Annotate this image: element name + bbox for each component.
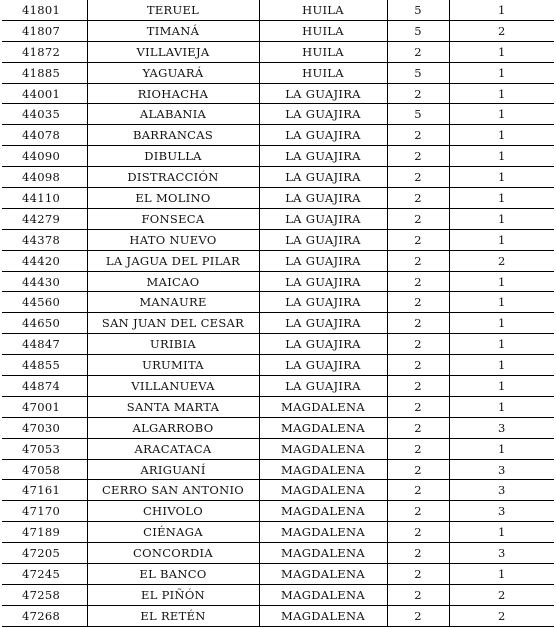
table-row xyxy=(2,438,554,459)
department-cell: LA GUAJIRA xyxy=(259,167,387,188)
department-cell: LA GUAJIRA xyxy=(259,376,387,397)
code-cell: 47170 xyxy=(2,501,87,522)
code-cell: 44035 xyxy=(2,104,87,125)
category-b-cell: 2 xyxy=(449,605,554,626)
municipality-cell: TERUEL xyxy=(87,0,259,20)
category-b-cell: 2 xyxy=(449,20,554,41)
table-row xyxy=(2,355,554,376)
category-b-cell: 1 xyxy=(449,438,554,459)
municipality-cell: SAN JUAN DEL CESAR xyxy=(87,313,259,334)
department-cell: MAGDALENA xyxy=(259,459,387,480)
table-row xyxy=(2,208,554,229)
code-cell: 41872 xyxy=(2,41,87,62)
municipality-cell: EL BANCO xyxy=(87,564,259,585)
category-b-cell: 1 xyxy=(449,146,554,167)
category-b-cell: 3 xyxy=(449,459,554,480)
code-cell: 44560 xyxy=(2,292,87,313)
department-cell: LA GUAJIRA xyxy=(259,271,387,292)
category-b-cell: 1 xyxy=(449,334,554,355)
category-a-cell: 2 xyxy=(387,334,449,355)
table-row xyxy=(2,188,554,209)
department-cell: MAGDALENA xyxy=(259,480,387,501)
category-b-cell: 3 xyxy=(449,543,554,564)
category-b-cell: 1 xyxy=(449,229,554,250)
table-row xyxy=(2,41,554,62)
category-b-cell: 1 xyxy=(449,271,554,292)
table-row xyxy=(2,334,554,355)
category-b-cell: 1 xyxy=(449,564,554,585)
department-cell: MAGDALENA xyxy=(259,605,387,626)
department-cell: MAGDALENA xyxy=(259,501,387,522)
category-a-cell: 2 xyxy=(387,376,449,397)
code-cell: 47161 xyxy=(2,480,87,501)
category-b-cell: 1 xyxy=(449,167,554,188)
category-a-cell: 2 xyxy=(387,543,449,564)
code-cell: 44855 xyxy=(2,355,87,376)
department-cell: LA GUAJIRA xyxy=(259,313,387,334)
code-cell: 44874 xyxy=(2,376,87,397)
table-row xyxy=(2,271,554,292)
municipality-cell: URIBIA xyxy=(87,334,259,355)
category-a-cell: 2 xyxy=(387,605,449,626)
code-cell: 47030 xyxy=(2,417,87,438)
category-a-cell: 2 xyxy=(387,41,449,62)
department-cell: HUILA xyxy=(259,20,387,41)
table-row xyxy=(2,396,554,417)
table-row xyxy=(2,584,554,605)
code-cell: 41801 xyxy=(2,0,87,20)
category-b-cell: 1 xyxy=(449,313,554,334)
department-cell: LA GUAJIRA xyxy=(259,188,387,209)
category-a-cell: 2 xyxy=(387,125,449,146)
department-cell: LA GUAJIRA xyxy=(259,334,387,355)
code-cell: 41807 xyxy=(2,20,87,41)
category-a-cell: 5 xyxy=(387,0,449,20)
code-cell: 47268 xyxy=(2,605,87,626)
municipality-cell: DISTRACCIÓN xyxy=(87,167,259,188)
municipality-cell: VILLAVIEJA xyxy=(87,41,259,62)
table-row xyxy=(2,104,554,125)
category-a-cell: 2 xyxy=(387,522,449,543)
category-b-cell: 1 xyxy=(449,208,554,229)
category-b-cell: 1 xyxy=(449,104,554,125)
department-cell: MAGDALENA xyxy=(259,564,387,585)
table-row xyxy=(2,292,554,313)
category-a-cell: 2 xyxy=(387,564,449,585)
department-cell: MAGDALENA xyxy=(259,584,387,605)
table-row xyxy=(2,229,554,250)
code-cell: 44650 xyxy=(2,313,87,334)
code-cell: 47258 xyxy=(2,584,87,605)
category-b-cell: 1 xyxy=(449,376,554,397)
department-cell: LA GUAJIRA xyxy=(259,250,387,271)
category-a-cell: 2 xyxy=(387,355,449,376)
municipality-cell: CIÉNAGA xyxy=(87,522,259,543)
municipality-cell: BARRANCAS xyxy=(87,125,259,146)
code-cell: 44430 xyxy=(2,271,87,292)
category-b-cell: 3 xyxy=(449,417,554,438)
code-cell: 47245 xyxy=(2,564,87,585)
category-b-cell: 1 xyxy=(449,0,554,20)
department-cell: MAGDALENA xyxy=(259,396,387,417)
code-cell: 47001 xyxy=(2,396,87,417)
municipality-cell: FONSECA xyxy=(87,208,259,229)
municipality-cell: EL RETÉN xyxy=(87,605,259,626)
table-row xyxy=(2,501,554,522)
municipality-cell: YAGUARÁ xyxy=(87,62,259,83)
municipality-cell: VILLANUEVA xyxy=(87,376,259,397)
department-cell: LA GUAJIRA xyxy=(259,292,387,313)
category-a-cell: 2 xyxy=(387,438,449,459)
table-body xyxy=(2,0,554,626)
table-row xyxy=(2,459,554,480)
category-a-cell: 2 xyxy=(387,417,449,438)
municipality-cell: HATO NUEVO xyxy=(87,229,259,250)
table-row xyxy=(2,417,554,438)
department-cell: LA GUAJIRA xyxy=(259,125,387,146)
code-cell: 44090 xyxy=(2,146,87,167)
department-cell: MAGDALENA xyxy=(259,543,387,564)
code-cell: 44110 xyxy=(2,188,87,209)
category-a-cell: 2 xyxy=(387,83,449,104)
table-row xyxy=(2,0,554,20)
category-a-cell: 2 xyxy=(387,250,449,271)
municipality-cell: MAICAO xyxy=(87,271,259,292)
department-cell: LA GUAJIRA xyxy=(259,355,387,376)
code-cell: 44001 xyxy=(2,83,87,104)
code-cell: 44378 xyxy=(2,229,87,250)
department-cell: LA GUAJIRA xyxy=(259,208,387,229)
table-row xyxy=(2,564,554,585)
category-a-cell: 2 xyxy=(387,167,449,188)
category-b-cell: 2 xyxy=(449,250,554,271)
category-a-cell: 2 xyxy=(387,480,449,501)
category-a-cell: 5 xyxy=(387,62,449,83)
category-a-cell: 2 xyxy=(387,459,449,480)
table-row xyxy=(2,605,554,626)
category-b-cell: 3 xyxy=(449,501,554,522)
table-row xyxy=(2,376,554,397)
table-row xyxy=(2,83,554,104)
category-b-cell: 1 xyxy=(449,188,554,209)
code-cell: 44420 xyxy=(2,250,87,271)
category-b-cell: 3 xyxy=(449,480,554,501)
table-row xyxy=(2,480,554,501)
code-cell: 47205 xyxy=(2,543,87,564)
municipality-cell: ALGARROBO xyxy=(87,417,259,438)
category-a-cell: 2 xyxy=(387,501,449,522)
municipality-table xyxy=(2,0,554,627)
table-row xyxy=(2,543,554,564)
category-a-cell: 2 xyxy=(387,208,449,229)
category-a-cell: 2 xyxy=(387,396,449,417)
category-b-cell: 1 xyxy=(449,83,554,104)
table-row xyxy=(2,125,554,146)
municipality-cell: CERRO SAN ANTONIO xyxy=(87,480,259,501)
code-cell: 44078 xyxy=(2,125,87,146)
municipality-cell: DIBULLA xyxy=(87,146,259,167)
municipality-cell: CHIVOLO xyxy=(87,501,259,522)
code-cell: 44279 xyxy=(2,208,87,229)
municipality-cell: RIOHACHA xyxy=(87,83,259,104)
code-cell: 47058 xyxy=(2,459,87,480)
table-row xyxy=(2,522,554,543)
code-cell: 44098 xyxy=(2,167,87,188)
table-row xyxy=(2,313,554,334)
department-cell: HUILA xyxy=(259,62,387,83)
category-b-cell: 1 xyxy=(449,62,554,83)
category-a-cell: 2 xyxy=(387,313,449,334)
category-b-cell: 1 xyxy=(449,292,554,313)
table-row xyxy=(2,250,554,271)
code-cell: 47189 xyxy=(2,522,87,543)
table-row xyxy=(2,62,554,83)
category-a-cell: 2 xyxy=(387,229,449,250)
category-a-cell: 5 xyxy=(387,20,449,41)
category-a-cell: 2 xyxy=(387,292,449,313)
department-cell: MAGDALENA xyxy=(259,417,387,438)
department-cell: LA GUAJIRA xyxy=(259,83,387,104)
municipality-cell: ARACATACA xyxy=(87,438,259,459)
table-row xyxy=(2,167,554,188)
municipality-cell: ALABANIA xyxy=(87,104,259,125)
category-b-cell: 1 xyxy=(449,396,554,417)
table-row xyxy=(2,20,554,41)
department-cell: LA GUAJIRA xyxy=(259,104,387,125)
code-cell: 44847 xyxy=(2,334,87,355)
municipality-cell: URUMITA xyxy=(87,355,259,376)
municipality-cell: CONCORDIA xyxy=(87,543,259,564)
municipality-table-container xyxy=(2,0,554,627)
category-a-cell: 2 xyxy=(387,146,449,167)
category-b-cell: 1 xyxy=(449,355,554,376)
category-b-cell: 1 xyxy=(449,41,554,62)
municipality-cell: SANTA MARTA xyxy=(87,396,259,417)
code-cell: 47053 xyxy=(2,438,87,459)
department-cell: MAGDALENA xyxy=(259,522,387,543)
municipality-cell: ARIGUANÍ xyxy=(87,459,259,480)
category-a-cell: 2 xyxy=(387,188,449,209)
department-cell: LA GUAJIRA xyxy=(259,146,387,167)
municipality-cell: TIMANÁ xyxy=(87,20,259,41)
department-cell: MAGDALENA xyxy=(259,438,387,459)
category-b-cell: 1 xyxy=(449,125,554,146)
municipality-cell: LA JAGUA DEL PILAR xyxy=(87,250,259,271)
municipality-cell: MANAURE xyxy=(87,292,259,313)
department-cell: LA GUAJIRA xyxy=(259,229,387,250)
municipality-cell: EL MOLINO xyxy=(87,188,259,209)
department-cell: HUILA xyxy=(259,0,387,20)
municipality-cell: EL PIÑÓN xyxy=(87,584,259,605)
category-a-cell: 2 xyxy=(387,271,449,292)
department-cell: HUILA xyxy=(259,41,387,62)
category-a-cell: 5 xyxy=(387,104,449,125)
table-row xyxy=(2,146,554,167)
category-a-cell: 2 xyxy=(387,584,449,605)
category-b-cell: 2 xyxy=(449,584,554,605)
code-cell: 41885 xyxy=(2,62,87,83)
category-b-cell: 1 xyxy=(449,522,554,543)
